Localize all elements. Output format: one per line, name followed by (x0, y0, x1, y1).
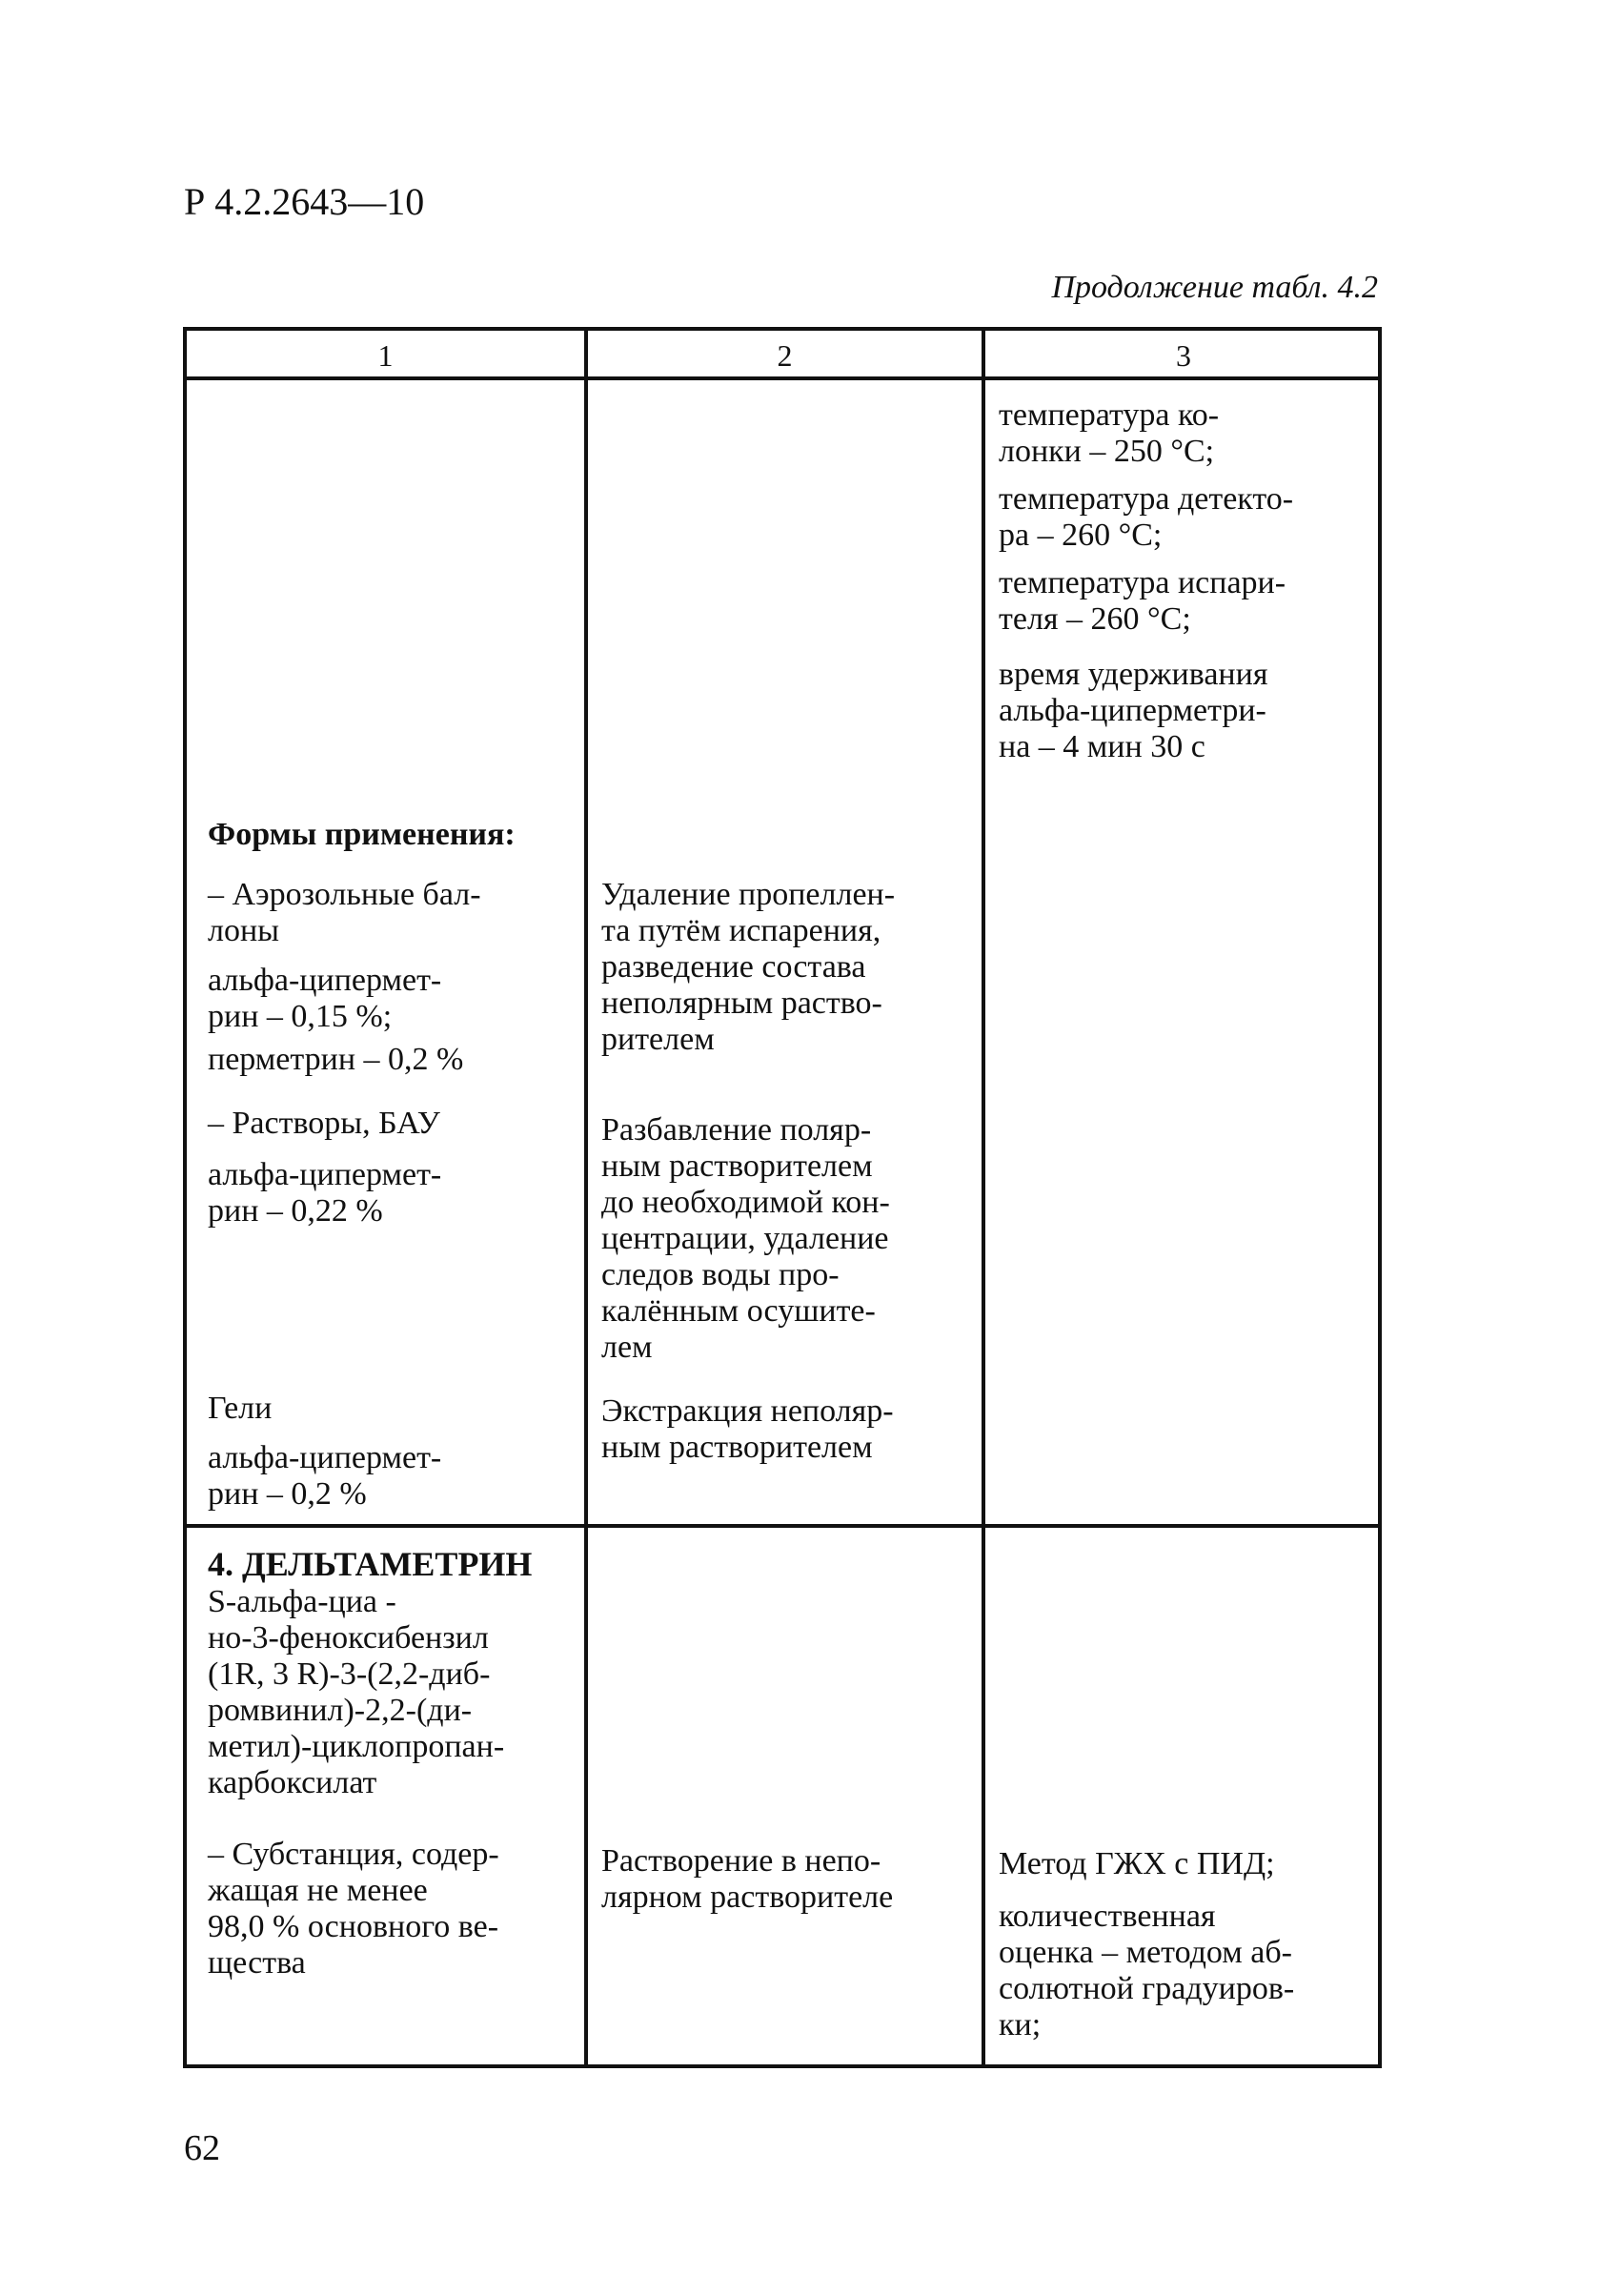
data-table (183, 327, 1382, 2068)
column-header-1: 1 (377, 337, 394, 373)
column-header-2: 2 (777, 337, 793, 373)
solutions-label: – Растворы, БАУ (208, 1106, 440, 1141)
aerosol-label: – Аэрозольные бал- лоны (208, 877, 481, 948)
aerosol-permethrin: перметрин – 0,2 % (208, 1042, 464, 1077)
quantification-method: количественная оценка – методом аб- солютной градуиров- ки; (999, 1899, 1295, 2042)
page-number: 62 (184, 2128, 220, 2168)
detector-parameters (999, 397, 1370, 777)
deltamethrin-title: 4. ДЕЛЬТАМЕТРИН (208, 1545, 533, 1583)
analysis-method: Метод ГЖХ с ПИД; (999, 1846, 1275, 1881)
forms-title: Формы применения: (208, 817, 516, 852)
evaporator-temperature: температура испари- теля – 260 °С; (999, 565, 1286, 637)
column-temperature: температура ко- лонки – 250 °С; (999, 397, 1220, 469)
gels-sample-prep: Экстракция неполяр- ным растворителем (601, 1393, 894, 1465)
gels-label: Гели (208, 1391, 273, 1426)
page-header: Р 4.2.2643—10 (184, 180, 425, 223)
table-continuation-caption: Продолжение табл. 4.2 (1051, 270, 1378, 305)
aerosol-alpha-cypermethrin: альфа-ципермет- рин – 0,15 %; (208, 963, 442, 1034)
solutions-sample-prep: Разбавление поляр- ным растворителем до необходимой кон- центрации, удаление следов воды про- калённым осушите- лем (601, 1112, 890, 1365)
solutions-alpha-cypermethrin: альфа-ципермет- рин – 0,22 % (208, 1157, 442, 1229)
deltamethrin-chemical-name: S-альфа-циа - но-3-феноксибензил (1R, 3 R)-3-(2,2-диб- ромвинил)-2,2-(ди- метил)-циклопропан- карбоксилат (208, 1584, 505, 1800)
column-divider-1 (584, 331, 588, 2064)
substance-sample-prep: Растворение в непо- лярном растворителе (601, 1843, 894, 1915)
column-header-3: 3 (1176, 337, 1191, 373)
section-divider (187, 1524, 1378, 1528)
column-divider-2 (982, 331, 985, 2064)
detector-temperature: температура детекто- ра – 260 °С; (999, 481, 1294, 553)
aerosol-sample-prep: Удаление пропеллен- та путём испарения, разведение состава неполярным раство- рителем (601, 877, 896, 1057)
retention-time: время удерживания альфа-циперметри- на – 4 мин 30 с (999, 657, 1268, 764)
gels-alpha-cypermethrin: альфа-ципермет- рин – 0,2 % (208, 1440, 442, 1512)
header-divider (187, 376, 1378, 380)
substance-label: – Субстанция, содер- жащая не менее 98,0 % основного ве- щества (208, 1837, 499, 1981)
